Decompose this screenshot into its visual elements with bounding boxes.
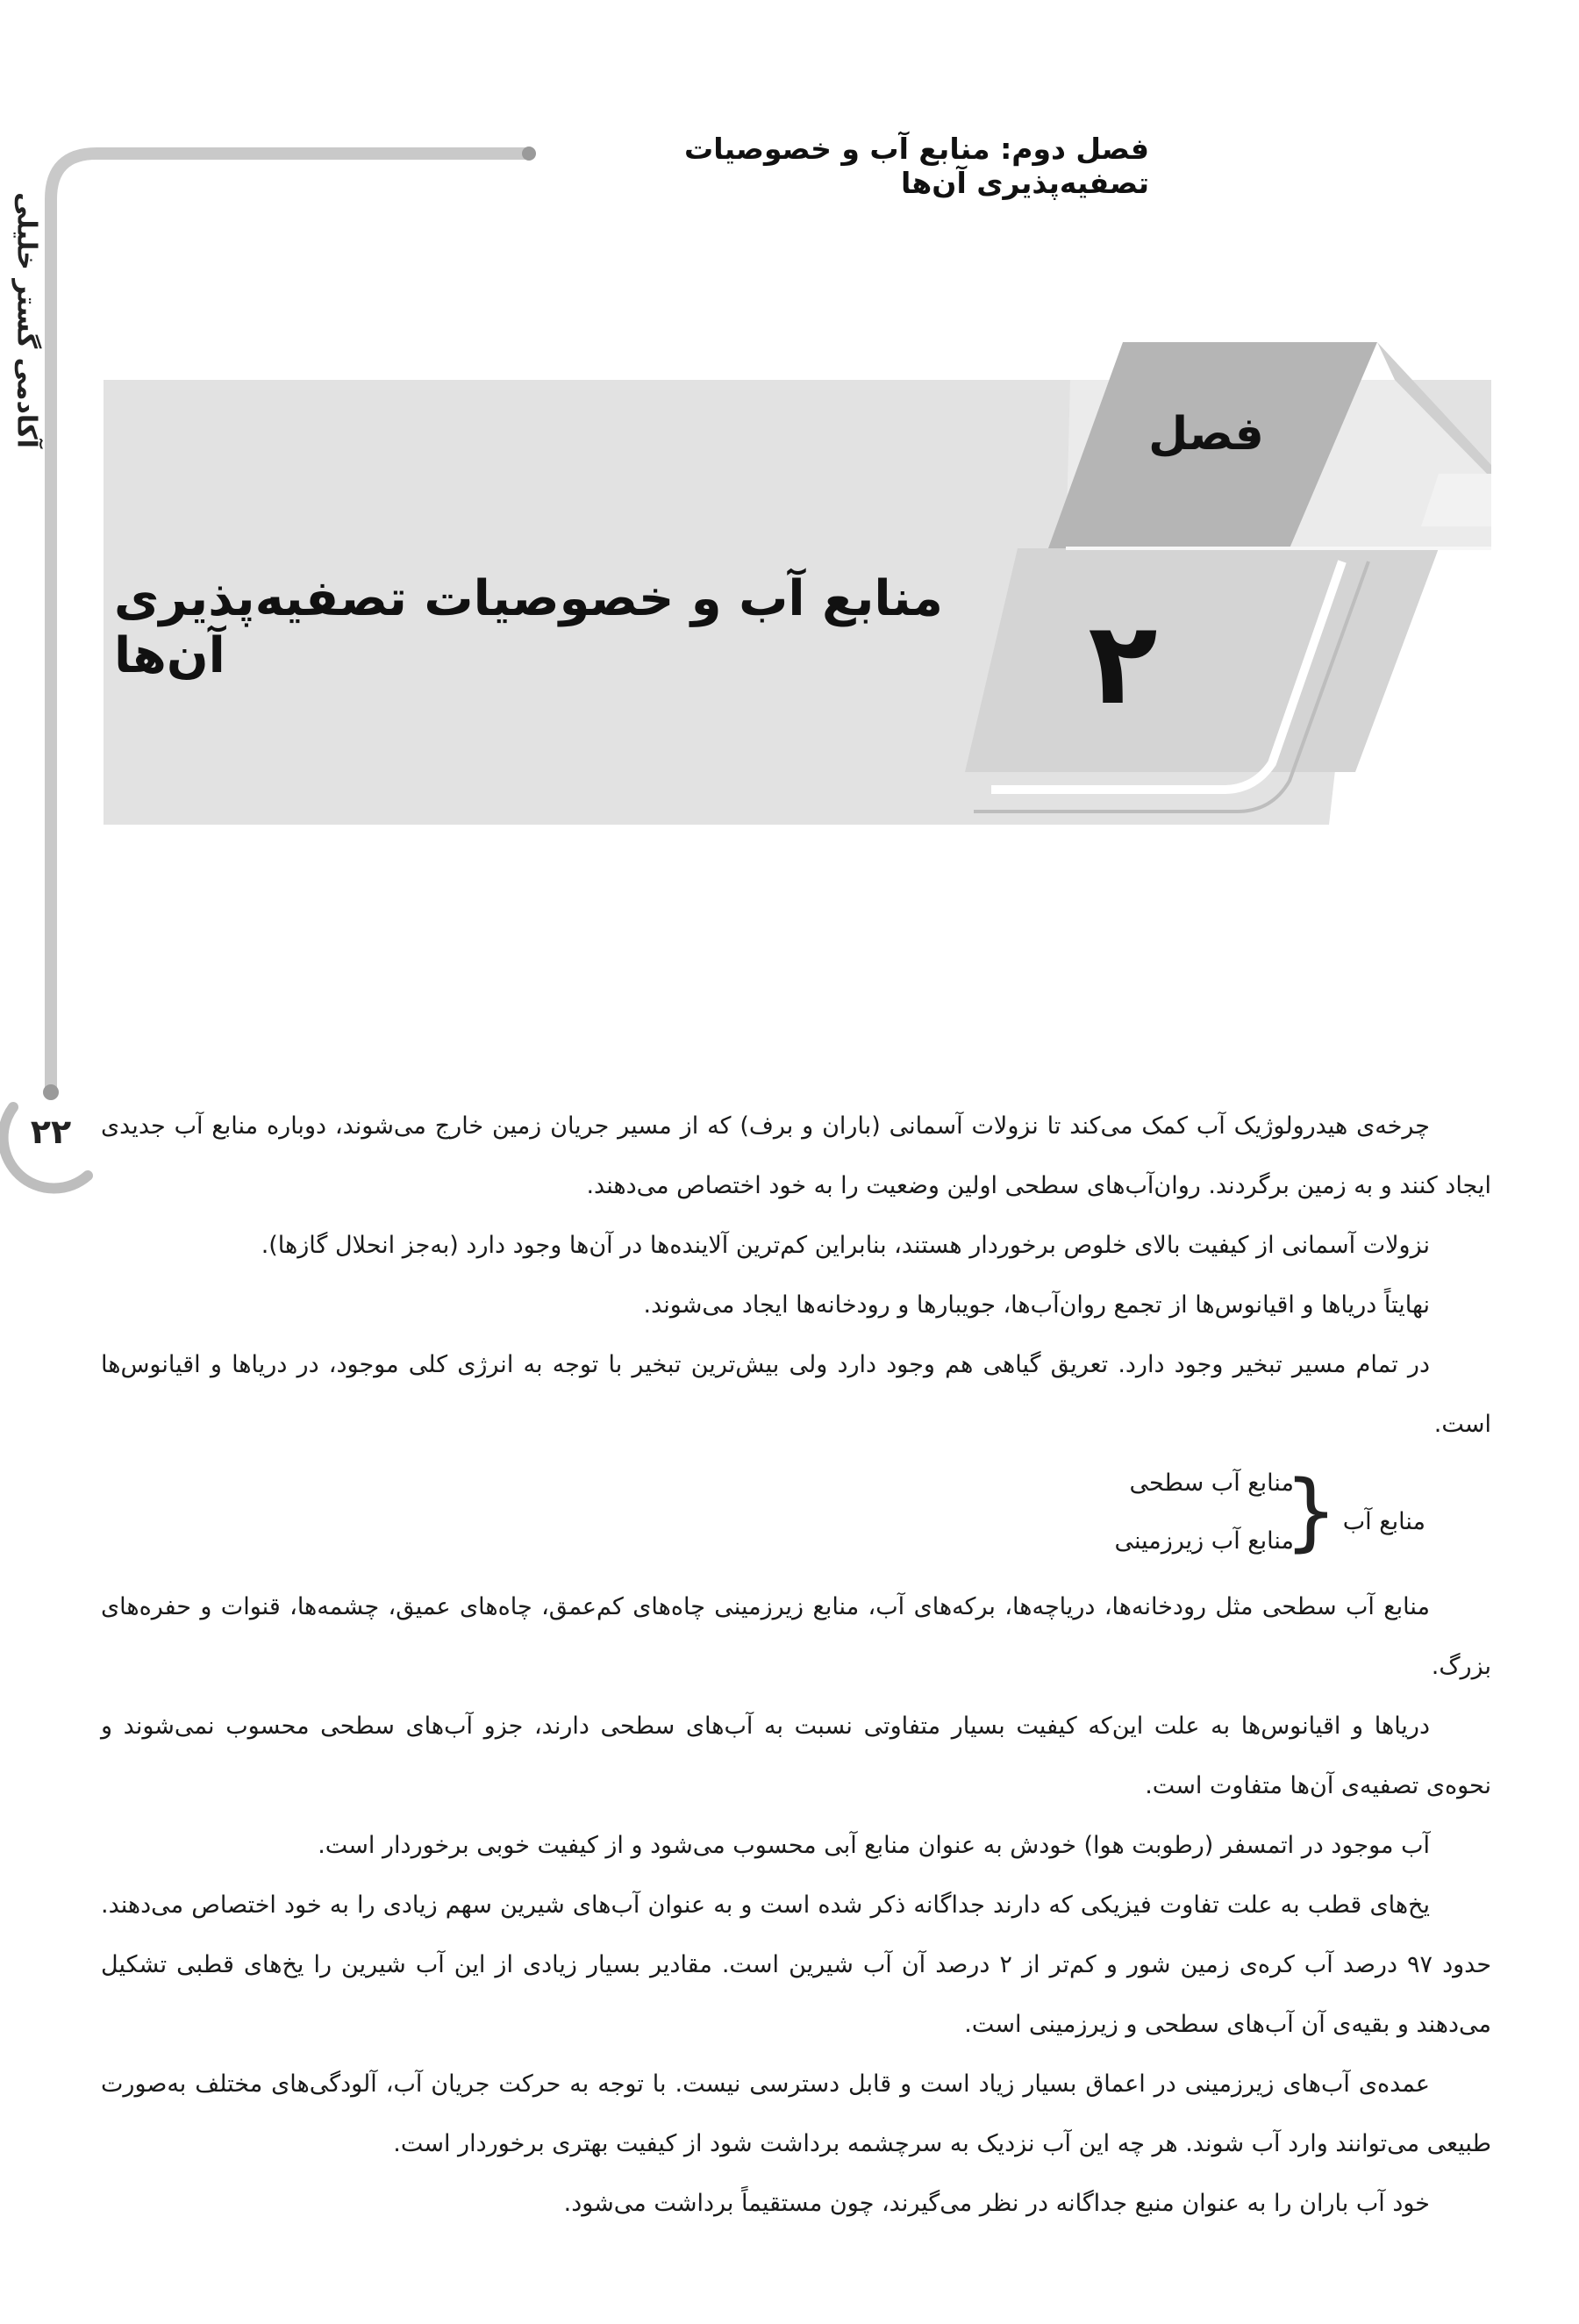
paragraph: منابع آب سطحی مثل رودخانه‌ها، دریاچه‌ها، برکه‌های آب، منابع زیرزمینی چاه‌های کم‌عمق، چاه‌های عمیق، چشمه‌ها، قنوات و حفره‌های بزرگ.	[101, 1593, 1491, 1680]
running-header: فصل دوم: منابع آب و خصوصیات تصفیه‌پذیری آن‌ها	[684, 132, 1149, 200]
classification-item: منابع آب زیرزمینی	[1114, 1527, 1294, 1555]
paragraph: آب موجود در اتمسفر (رطوبت هوا) خودش به عنوان منابع آبی محسوب می‌شود و از کیفیت خوبی برخوردار است.	[318, 1832, 1430, 1859]
paragraph: نزولات آسمانی از کیفیت بالای خلوص برخوردار هستند، بنابراین کم‌ترین آلاینده‌ها در آن‌ها وجود دارد (به‌جز انحلال گازها).	[261, 1232, 1430, 1259]
paragraph: خود آب باران را به عنوان منبع جداگانه در نظر می‌گیرند، چون مستقیماً برداشت می‌شود.	[563, 2190, 1430, 2217]
classification-brace	[101, 1455, 1491, 1577]
chapter-title: منابع آب و خصوصیات تصفیه‌پذیری آن‌ها	[114, 570, 943, 684]
paragraph: یخ‌های قطب به علت تفاوت فیزیکی که دارند جداگانه ذکر شده است و به عنوان آب‌های شیرین سهم زیادی را به خود اختصاص می‌دهند. حدود ۹۷ درصد آب کره‌ی زمین شور و کم‌تر از ۲ درصد آن آب شیرین است. مقادیر بسیار زیادی از این آب شیرین را یخ‌های قطبی تشکیل می‌دهند و بقیه‌ی آن آب‌های سطحی و زیرزمینی است.	[101, 1891, 1492, 2038]
paragraph: چرخه‌ی هیدرولوژیک آب کمک می‌کند تا نزولات آسمانی (باران و برف) که از مسیر جریان زمین خارج می‌شوند، دوباره منابع آب جدیدی ایجاد کنند و به زمین برگردند. روان‌آب‌های سطحی اولین وضعیت را به خود اختصاص می‌دهند.	[101, 1112, 1491, 1199]
classification-items	[1114, 1455, 1294, 1570]
chapter-number: ۲	[1088, 597, 1158, 730]
chapter-word: فصل	[1148, 408, 1264, 461]
curly-brace-icon: {	[1283, 1462, 1338, 1561]
classification-item: منابع آب سطحی	[1129, 1469, 1294, 1497]
classification-label: منابع آب	[1342, 1508, 1425, 1535]
frame-rail-dot-bottom	[43, 1084, 59, 1100]
body-text	[101, 1097, 1491, 2234]
side-brand	[0, 189, 53, 452]
paragraph: عمده‌ی آب‌های زیرزمینی در اعماق بسیار زیاد است و قابل دسترسی نیست. با توجه به حرکت جریان آب، آلودگی‌های مختلف به‌صورت طبیعی می‌توانند وارد آب شوند. هر چه این آب نزدیک به سرچشمه برداشت شود از کیفیت بهتری برخوردار است.	[101, 2070, 1491, 2157]
paragraph: دریاها و اقیانوس‌ها به علت این‌که کیفیت بسیار متفاوتی نسبت به آب‌های سطحی دارند، جزو آب‌های سطحی محسوب نمی‌شوند و نحوه‌ی تصفیه‌ی آن‌ها متفاوت است.	[101, 1713, 1491, 1799]
paragraph: در تمام مسیر تبخیر وجود دارد. تعریق گیاهی هم وجود دارد ولی بیش‌ترین تبخیر با توجه به انرژی کلی موجود، در دریاها و اقیانوس‌ها است.	[101, 1351, 1491, 1438]
page-number: ۲۲	[30, 1112, 72, 1151]
frame-rail-dot-top	[522, 147, 536, 161]
paragraph: نهایتاً دریاها و اقیانوس‌ها از تجمع روان‌آب‌ها، جویبارها و رودخانه‌ها ایجاد می‌شوند.	[643, 1291, 1430, 1319]
side-brand-text: آکادمی گستر خلیلی	[11, 192, 42, 448]
